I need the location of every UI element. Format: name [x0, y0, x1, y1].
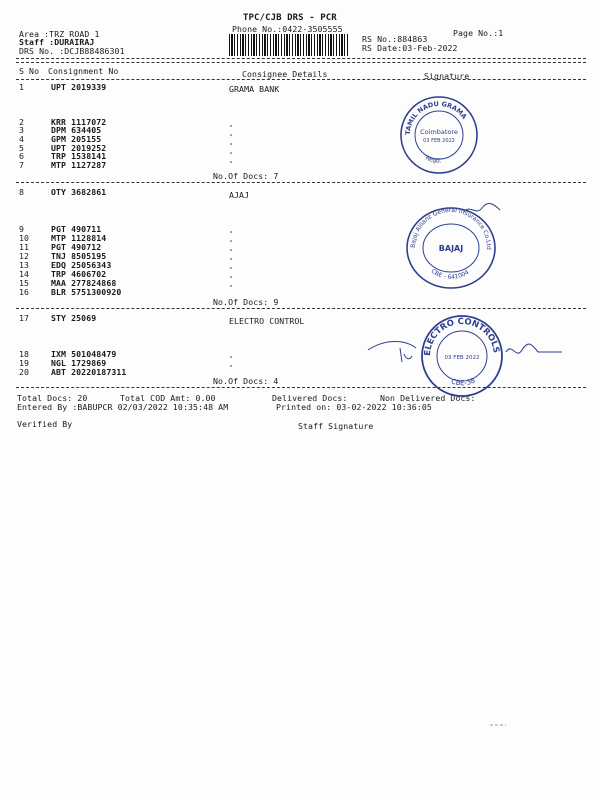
signature-scribble [366, 330, 566, 372]
row-consignment: MTP 1128814 [51, 233, 107, 243]
row-sno: 14 [19, 269, 30, 279]
grama-bank-stamp [398, 94, 480, 176]
document-title: TPC/CJB DRS - PCR [243, 13, 337, 23]
rs-number: RS No.:884863 [362, 34, 428, 44]
phone-number: Phone No.:0422-3505555 [232, 24, 343, 34]
row-consignment: IXM 501048479 [51, 349, 117, 359]
row-sno: 6 [19, 151, 25, 161]
row-consignment: UPT 2019339 [51, 82, 107, 92]
delivered-docs: Delivered Docs: [272, 393, 348, 403]
row-sno: 13 [19, 260, 30, 270]
row-consignment: PGT 490712 [51, 242, 102, 252]
area-label: Area :TRZ ROAD 1 [19, 29, 100, 39]
consignee-name: AJAJ [229, 190, 250, 200]
barcode [229, 34, 350, 56]
row-consignment: ABT 20220187311 [51, 367, 127, 377]
total-docs: Total Docs: 20 [17, 393, 88, 403]
entered-by: Entered By :BABUPCR 02/03/2022 10:35:48 AM [17, 402, 229, 412]
row-consignment: EDQ 25056343 [51, 260, 112, 270]
docs-count: No.Of Docs: 4 [213, 376, 279, 386]
page-number: Page No.:1 [453, 28, 504, 38]
scan-mark [490, 722, 510, 728]
row-sno: 9 [19, 224, 25, 234]
stamp1-date: 03 FEB 2022 [423, 138, 455, 144]
divider [16, 62, 586, 63]
staff-signature-label: Staff Signature [298, 421, 374, 431]
row-consignment: NGL 1729869 [51, 358, 107, 368]
row-consignment: OTY 3682861 [51, 187, 107, 197]
svg-text:CBE-38 [450, 377, 476, 388]
dot-markers [226, 118, 236, 388]
row-sno: 17 [19, 313, 30, 323]
total-cod: Total COD Amt: 0.00 [120, 393, 216, 403]
stamp1-center: Coimbatore [420, 128, 458, 136]
stamp1-arc-top: TAMIL NADU GRAMA [403, 99, 469, 136]
row-sno: 2 [19, 117, 25, 127]
rs-date: RS Date:03-Feb-2022 [362, 43, 458, 53]
stamp2-arc-top: Bajaj Allianz General Insurance Co.Ltd [409, 206, 493, 250]
row-sno: 11 [19, 242, 30, 252]
col-header-sno: S No [19, 66, 40, 76]
row-consignment: TNJ 8505195 [51, 251, 107, 261]
stamp2-bottom: CBE - 641004 [429, 267, 471, 281]
consignee-name: ELECTRO CONTROL [229, 316, 305, 326]
verified-by: Verified By [17, 419, 73, 429]
stamp3-bottom: CBE-38 [450, 376, 477, 388]
signature-mark [462, 200, 502, 220]
row-sno: 12 [19, 251, 30, 261]
col-header-consignment: Consignment No [48, 66, 119, 76]
row-consignment: DPM 634405 [51, 125, 102, 135]
stamp1-bottom: Regd. [424, 154, 442, 165]
row-sno: 8 [19, 187, 25, 197]
row-sno: 7 [19, 160, 25, 170]
row-sno: 18 [19, 349, 30, 359]
non-delivered-docs: Non Delivered Docs: [380, 393, 476, 403]
row-consignment: MAA 277824868 [51, 278, 117, 288]
consignee-name: GRAMA BANK [229, 84, 280, 94]
stamp2-center: BAJAJ [438, 244, 464, 253]
stamp3-arc-top: ELECTRO CONTROLS [422, 316, 501, 357]
row-consignment: TRP 1538141 [51, 151, 107, 161]
docs-count: No.Of Docs: 9 [213, 297, 279, 307]
svg-text:Regd. [424, 154, 442, 164]
row-sno: 19 [19, 358, 30, 368]
docs-count: No.Of Docs: 7 [213, 171, 279, 181]
drs-number: DRS No. :DCJB88486301 [19, 46, 125, 56]
printed-on: Printed on: 03-02-2022 10:36:05 [276, 402, 432, 412]
row-sno: 20 [19, 367, 30, 377]
row-consignment: GPM 205155 [51, 134, 102, 144]
row-consignment: TRP 4606702 [51, 269, 107, 279]
row-consignment: KRR 1117072 [51, 117, 107, 127]
row-sno: 15 [19, 278, 30, 288]
divider [16, 79, 586, 80]
row-sno: 1 [19, 82, 25, 92]
divider [16, 308, 586, 309]
row-consignment: UPT 2019252 [51, 143, 107, 153]
row-sno: 4 [19, 134, 25, 144]
col-header-consignee: Consignee Details [242, 69, 328, 79]
row-consignment: MTP 1127287 [51, 160, 107, 170]
divider [16, 182, 586, 183]
row-sno: 10 [19, 233, 30, 243]
row-sno: 16 [19, 287, 30, 297]
row-sno: 5 [19, 143, 25, 153]
stamp3-date: 03 FEB 2022 [444, 355, 480, 361]
col-header-signature: Signature [424, 71, 470, 81]
row-consignment: STY 25069 [51, 313, 97, 323]
row-consignment: BLR 5751300920 [51, 287, 122, 297]
row-consignment: PGT 490711 [51, 224, 102, 234]
staff-label: Staff :DURAIRAJ [19, 37, 95, 47]
row-sno: 3 [19, 125, 25, 135]
divider [16, 58, 586, 59]
